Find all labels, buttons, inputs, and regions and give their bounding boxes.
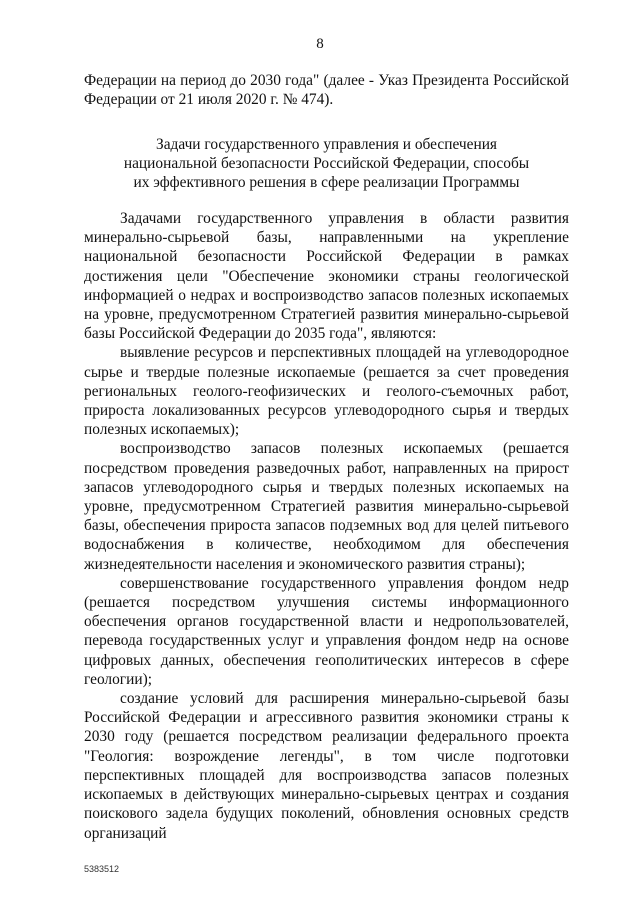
heading-line-1: Задачи государственного управления и обеспечения xyxy=(155,136,498,153)
paragraph-tasks-intro: Задачами государственного управления в области развития минерально-сырьевой базы, направленными на укрепление национальной безопасности Российской Федерации в рамках достижения цели "Обеспечение экономики страны геологической информацией о недрах и воспроизводство запасов полезных ископаемых на уровне, предусмотренном Стратегией развития минерально-сырьевой базы Российской Федерации до 2035 года", являются: xyxy=(84,210,569,343)
page-number: 8 xyxy=(316,36,324,52)
section-heading xyxy=(84,135,569,193)
paragraph-resource-base-expansion: создание условий для расширения минерально-сырьевой базы Российской Федерации и агрессивного развития экономики страны к 2030 году (решается посредством реализации федерального проекта "Геология: возрождение легенды", в том числе подготовки перспективных площадей для воспроизводства запасов полезных ископаемых в действующих минерально-сырьевых центрах и создания поискового задела будущих поколений, обновления основных средств организаций xyxy=(84,690,569,842)
intro-paragraph: Федерации на период до 2030 года" (далее - Указ Президента Российской Федерации от 21 июля 2020 г. № 474). xyxy=(84,72,569,109)
body-text xyxy=(84,209,569,843)
heading-line-3: их эффективного решения в сфере реализации Программы xyxy=(133,174,520,192)
paragraph-reserves-reproduction: воспроизводство запасов полезных ископаемых (решается посредством проведения разведочных работ, направленных на прирост запасов углеводородного сырья и твердых полезных ископаемых на уровне, предусмотренном Стратегией развития минерально-сырьевой базы, обеспечения прироста запасов подземных вод для целей питьевого водоснабжения в количестве, необходимом для обеспечения жизнедеятельности населения и экономического развития страны); xyxy=(84,440,569,573)
heading-line-2: национальной безопасности Российской Федерации, способы xyxy=(123,155,530,173)
paragraph-subsoil-management: совершенствование государственного управления фондом недр (решается посредством улучшения системы информационного обеспечения органов государственной власти и недропользователей, перевода государственных услуг и управления фондом недр на основе цифровых данных, обеспечения геополитических интересов в сфере геологии); xyxy=(84,574,569,688)
paragraph-resource-identification: выявление ресурсов и перспективных площадей на углеводородное сырье и твердые полезные ископаемые (решается за счет проведения региональных геолого-геофизических и геолого-съемочных работ, прироста локализованных ресурсов углеводородного сырья и твердых полезных ископаемых); xyxy=(84,344,569,439)
document-code: 5383512 xyxy=(84,864,120,874)
